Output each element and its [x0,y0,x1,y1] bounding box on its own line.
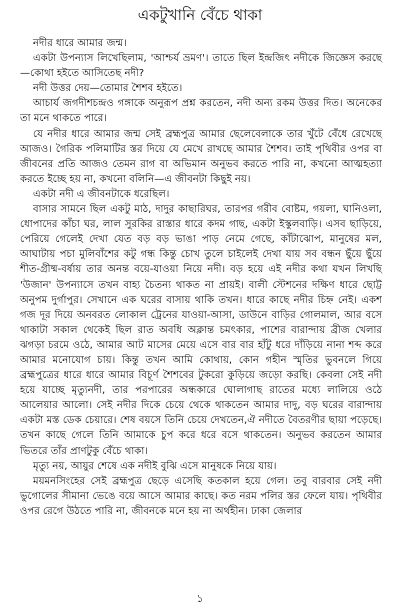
page-number: ১ [196,592,204,605]
paragraph: একটা উপন্যাস লিখেছিলাম, 'আশ্চর্য ভ্রমণ'। তাতে ছিল ইন্দ্রজিৎ নদীকে জিজ্ঞেস করছে—কোথা হইতে আসিতেছ নদী? [20,53,382,80]
paragraph: নদী উত্তর দেয়—তোমার শৈশব হইতে। [33,83,183,95]
paragraph: মৃত্যু নয়, আয়ুর শেষে এক নদীই বুঝি এসে মানুষকে নিয়ে যায়। [33,460,277,472]
paragraph: বাসার সামনে ছিল একটু মাঠ, দাদুর কাছারিঘর, তারপর গরীব বোষ্টম, গয়লা, ঘানিওলা, ধোপাদের কাঁচা ঘর, লাল সুরকির রাস্তার ধারে কদম গাছ, একটা ইস্কুলবাড়ি। এসব ছাড়িয়ে, পেরিয়ে গেলেই দেখা যেত বড় বড় ভাঙা পাড় নেমে গেছে, কাঁটাঝোপ, মানুষের মল, আঘাটায় পচা মুলিবাঁশের কটু গন্ধ কিন্তু চোখ তুলে চাইলেই দেখা যায় সব বন্ধন ছুঁয়ে ছুঁয়ে শীত-গ্রীষ্ম-বর্ষায় তার অনন্ত বয়ে-যাওয়া নিয়ে নদী। বড় হয়ে এই নদীর কথা যখন লিখছি 'উজান' উপন্যাসে তখন বাহ্য চৈতন্য থাকত না প্রায়ই। বালী স্টেশনের দক্ষিণ ধারে ছোট্ট অনুপম দুর্গাপুর। সেখানে এক ঘরের বাসায় থাকি তখন। ধারে কাছে নদীর চিহ্ন নেই। একশ গজ দূর দিয়ে অনবরত লোকাল ট্রেনের যাওয়া-আসা, ডাউনে বাড়ির গোলমাল, আর বসে থাকাটা সকাল থেকেই ছিল রাত অবধি অক্লান্ত চমৎকার, পাশের বারান্দায় ব্রীজ খেলার ঝগড়া চরমে ওঠে, আমার আট মাসের মেয়ে এসে বার বার হাঁটু ধরে দাঁড়িয়ে নানা শব্দ করে আমার মনোযোগ চায়। কিন্তু তখন আমি কোথায়, কোন গহীন স্মৃতির ভুবনলে গিয়ে ব্রহ্মপুত্রের ধারে ধারে আমার বিচূর্ণ শৈশবের টুকরো কুড়িয়ে জড়ো করছি। কেবলা সেই নদী হয়ে যাচ্ছে মৃত্যুনদী, তার পরপারের অন্ধকারে ঘোলাগাছ রাতের মধ্যে লালিয়ে ওঠে আলেয়ার আলো। সেই নদীর দিকে চেয়ে থেকে থাকতেন আমার দাদু, বড় ঘরের বারান্দায় একটা মস্ত ডেক চেয়ারে। শেষ বয়সে তিনি চেয়ে দেখতেন,ঐ নদীতে বৈতরণীর ছায়া পড়েছে। তখন কাছে গেলে তিনি আমাকে চুপ করে ধরে বসে থাকতেন। অনুভব করতেন আমার ভিতরে তাঁর প্রাণটুকু বেঁচে থাকা। [20,204,382,457]
page-title: একটুখানি বেঁচে থাকা [137,6,263,24]
paragraph: যে নদীর ধারে আমার জন্ম সেই ব্রহ্মপুত্র আমার ছেলেবেলাকে তার খুঁটে বেঁধে রেখেছে আজও। গৈরিক পলিমাটির স্তর দিয়ে যে মেখে রাখছে আমার শৈশব। তাই পৃথিবীর ওপর বা জীবনের প্রতি আজও তেমন রাগ বা অভিমান অনুভব করতে পারি না, কখনো আত্মহত্যা করতে ইচ্ছে হয় না, কখনো বলিনি—এ জীবনটা কিছুই নয়। [20,128,382,185]
paragraph: নদীর ধারে আমার জন্ম। [33,38,127,49]
paragraph: একটা নদী এ জীবনটাকে ধরেছিল। [33,188,170,200]
paragraph: ময়মনসিংহের সেই ব্রহ্মপুত্র ছেড়ে এসেছি কতকাল হয়ে গেল। তবু বারবার সেই নদী ভুগোলের সীমানা ভেঙে বয়ে আসে আমার কাছে। কত নরম পলির স্তর ফেলে যায়। পৃথিবীর ওপর রেগে উঠতে পারি না, জীবনকে মনে হয় না অর্থহীন। ঢাকা জেলার [20,475,382,517]
page-body [20,36,382,519]
paragraph: আচার্য জগদীশচন্দ্রও গঙ্গাকে অনুরূপ প্রশ্ন করতেন, নদী অন্য রকম উত্তর দিত। অনেকের তা মনে থাকতে পারে। [20,98,382,125]
